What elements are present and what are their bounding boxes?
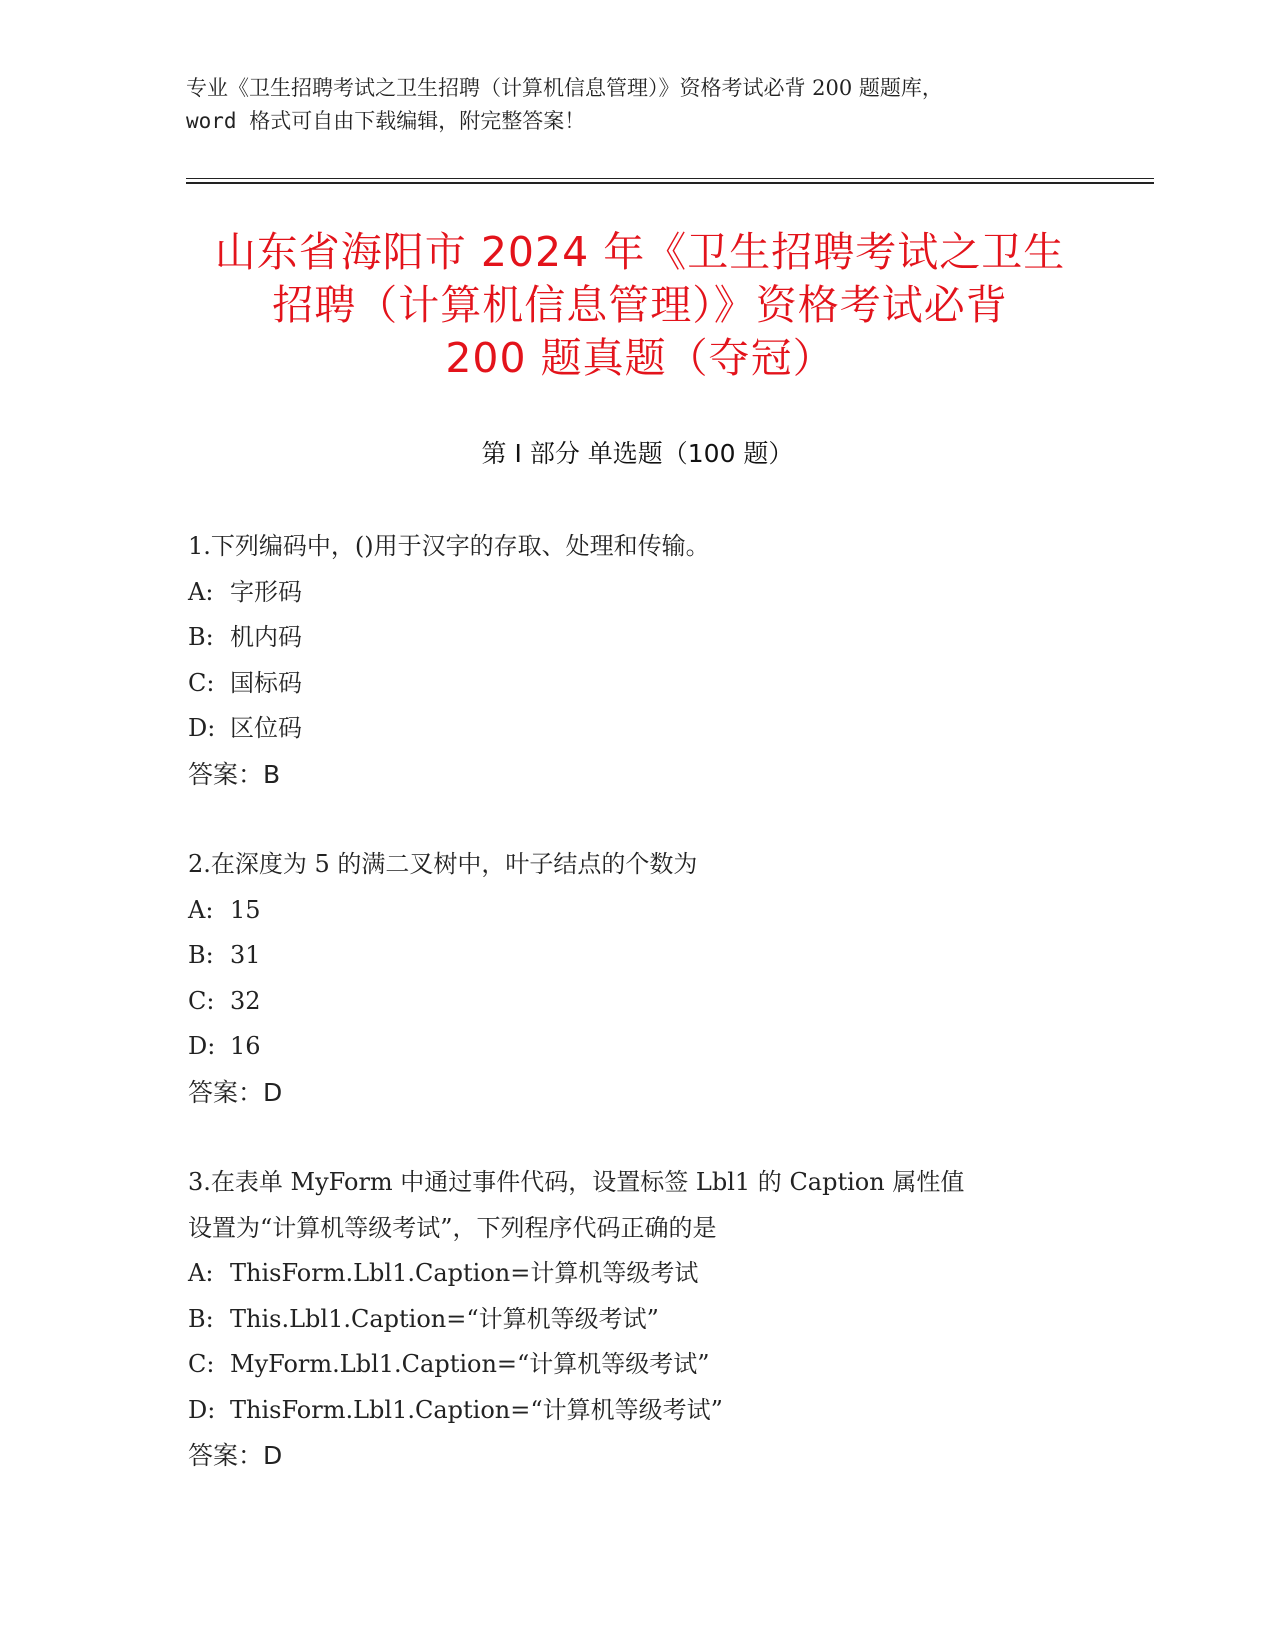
document-title: [160, 226, 1120, 385]
header-note-line-2: word 格式可自由下载编辑，附完整答案！: [186, 109, 586, 133]
question-stem: 2.在深度为 5 的满二叉树中，叶子结点的个数为: [188, 850, 698, 878]
document-title-line-2: 招聘（计算机信息管理）》资格考试必背: [272, 281, 1008, 329]
option-text: MyForm.Lbl1.Caption=“计算机等级考试”: [230, 1350, 710, 1378]
option-label: A:: [188, 895, 214, 924]
option-a: [188, 570, 1108, 616]
option-c: [188, 661, 1108, 707]
option-d: [188, 706, 1108, 752]
option-text: 字形码: [230, 577, 302, 606]
option-text: 32: [230, 986, 261, 1015]
header-note-line-1: 专业《卫生招聘考试之卫生招聘（计算机信息管理）》资格考试必背 200 题题库，: [186, 76, 943, 100]
option-text: 15: [230, 895, 261, 924]
answer-line: 答案：D: [188, 1077, 283, 1107]
header-divider-thin: [186, 178, 1154, 179]
question-stem-line-1: 3.在表单 MyForm 中通过事件代码，设置标签 Lbl1 的 Caption 属性值: [188, 1168, 965, 1196]
option-c: [188, 979, 1108, 1025]
answer-line: 答案：B: [188, 759, 281, 789]
option-text: ThisForm.Lbl1.Caption=计算机等级考试: [230, 1259, 699, 1287]
option-label: C:: [188, 668, 215, 697]
answer-line: 答案：D: [188, 1441, 283, 1470]
option-label: A:: [188, 1259, 214, 1287]
option-text: This.Lbl1.Caption=“计算机等级考试”: [230, 1304, 659, 1333]
option-text: 机内码: [230, 623, 302, 651]
option-c: [188, 1342, 1108, 1388]
option-a: [188, 1251, 1108, 1297]
option-label: B:: [188, 1304, 214, 1333]
question-1: [188, 524, 1108, 797]
document-title-line-3: 200 题真题（夺冠）: [445, 334, 835, 382]
option-text: 16: [230, 1032, 261, 1060]
option-text: 31: [230, 941, 261, 969]
option-b: [188, 933, 1108, 979]
option-text: ThisForm.Lbl1.Caption=“计算机等级考试”: [230, 1395, 723, 1424]
option-label: D:: [188, 1032, 216, 1060]
option-label: C:: [188, 986, 215, 1015]
document-title-line-1: 山东省海阳市 2024 年《卫生招聘考试之卫生: [214, 228, 1066, 276]
option-b: [188, 1297, 1108, 1343]
option-text: 国标码: [230, 668, 302, 697]
option-label: C:: [188, 1350, 215, 1378]
option-b: [188, 615, 1108, 661]
question-3: [188, 1160, 1108, 1479]
option-label: A:: [188, 577, 214, 606]
option-a: [188, 888, 1108, 934]
option-label: D:: [188, 1395, 216, 1424]
question-stem-line-2: 设置为“计算机等级考试”，下列程序代码正确的是: [188, 1213, 717, 1242]
question-2: [188, 842, 1108, 1115]
section-title: 第 I 部分 单选题（100 题）: [481, 439, 794, 468]
question-stem: 1.下列编码中，()用于汉字的存取、处理和传输。: [188, 532, 710, 560]
option-d: [188, 1024, 1108, 1070]
header-divider-thick: [186, 182, 1154, 184]
option-label: B:: [188, 941, 214, 969]
header-note: [186, 72, 1086, 138]
option-d: [188, 1388, 1108, 1434]
option-text: 区位码: [230, 714, 302, 742]
option-label: B:: [188, 623, 214, 651]
option-label: D:: [188, 714, 216, 742]
